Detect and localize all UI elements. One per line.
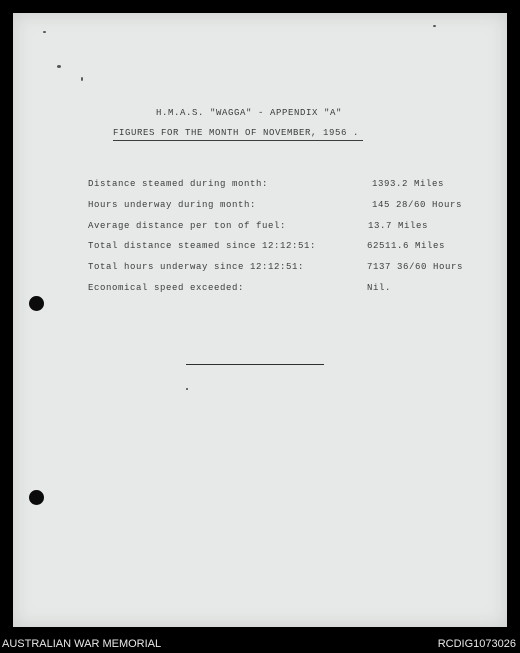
punch-hole-upper: [29, 296, 44, 311]
closing-rule: [186, 364, 324, 365]
row-label-distance-month: Distance steamed during month:: [88, 179, 269, 189]
document-page: [13, 13, 507, 627]
row-label-total-distance: Total distance steamed since 12:12:51:: [88, 241, 317, 251]
row-label-hours-month: Hours underway during month:: [88, 200, 257, 210]
paper-speck: [433, 25, 436, 27]
row-label-economical-speed: Economical speed exceeded:: [88, 283, 245, 293]
row-label-avg-distance: Average distance per ton of fuel:: [88, 221, 287, 231]
row-value-total-hours: 7137 36/60 Hours: [367, 262, 464, 272]
footer-record-id: RCDIG1073026: [437, 638, 516, 650]
row-value-distance-month: 1393.2 Miles: [372, 179, 445, 189]
paper-speck: [43, 31, 46, 33]
paper-speck: [81, 77, 83, 81]
punch-hole-lower: [29, 490, 44, 505]
row-value-hours-month: 145 28/60 Hours: [372, 200, 463, 210]
row-value-avg-distance: 13.7 Miles: [368, 221, 429, 231]
row-value-economical-speed: Nil.: [367, 283, 392, 293]
document-subtitle: FIGURES FOR THE MONTH OF NOVEMBER, 1956 .: [113, 128, 360, 138]
row-label-total-hours: Total hours underway since 12:12:51:: [88, 262, 305, 272]
row-value-total-distance: 62511.6 Miles: [367, 241, 446, 251]
paper-speck: [57, 65, 61, 68]
footer-source: AUSTRALIAN WAR MEMORIAL: [2, 638, 162, 650]
document-title: H.M.A.S. "WAGGA" - APPENDIX "A": [156, 108, 343, 118]
subtitle-underline: [113, 140, 363, 141]
ink-dot: [186, 388, 188, 390]
